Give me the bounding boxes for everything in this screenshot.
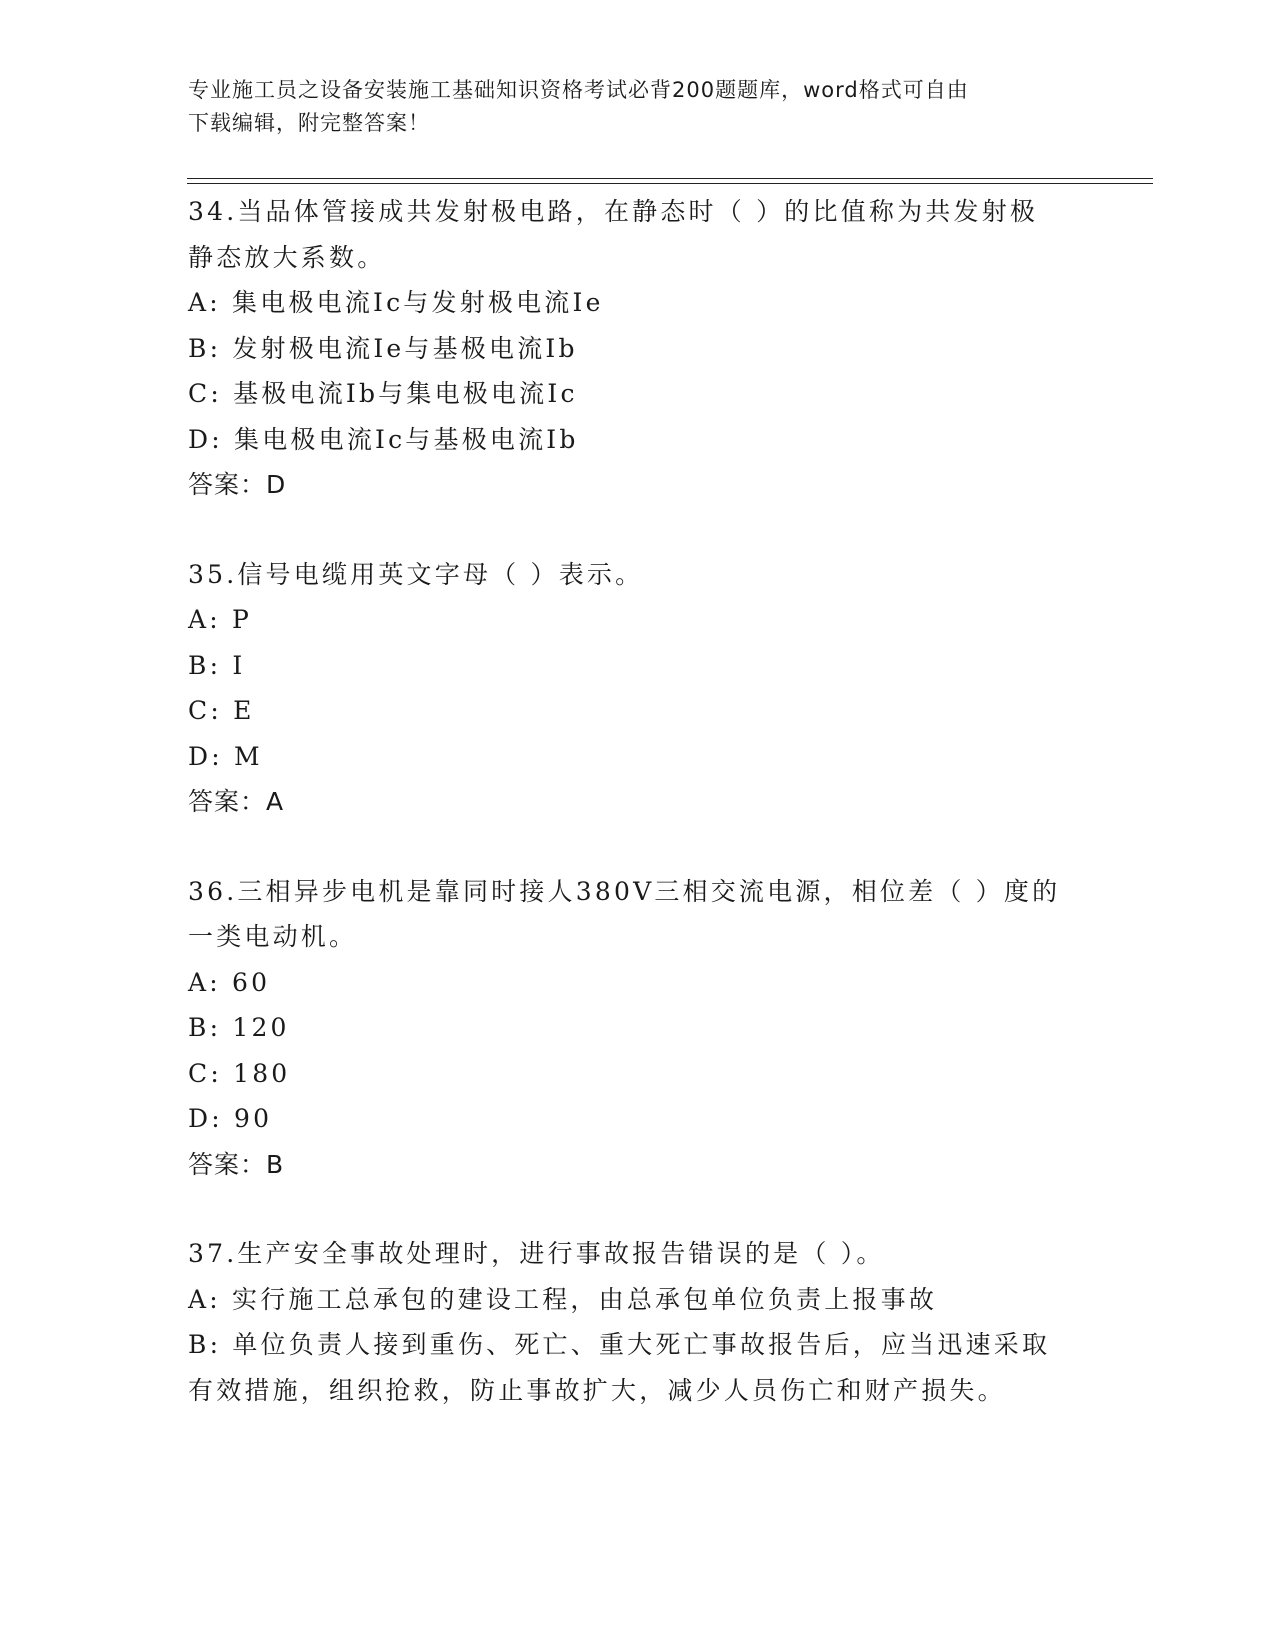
- question-stem: 37.生产安全事故处理时，进行事故报告错误的是（ ）。: [188, 1239, 885, 1268]
- option-b: B: I: [188, 650, 246, 680]
- question-stem-continued: 静态放大系数。: [188, 242, 386, 272]
- answer-line: 答案：A: [188, 787, 285, 816]
- option-d: D: 90: [188, 1104, 273, 1133]
- option-d: D: 集电极电流Ic与基极电流Ib: [188, 424, 579, 454]
- option-c: C: 180: [188, 1058, 291, 1088]
- header-divider-bottom: [187, 183, 1153, 184]
- answer-line: 答案：B: [188, 1149, 285, 1179]
- option-b: B: 单位负责人接到重伤、死亡、重大死亡事故报告后，应当迅速采取: [188, 1330, 1051, 1359]
- question-34: [188, 189, 1088, 508]
- question-37: [188, 1231, 1088, 1413]
- option-b-continued: 有效措施，组织抢救，防止事故扩大，减少人员伤亡和财产损失。: [188, 1375, 1006, 1405]
- option-a: A: 实行施工总承包的建设工程，由总承包单位负责上报事故: [188, 1284, 938, 1314]
- header-line-2: 下载编辑，附完整答案！: [188, 111, 430, 135]
- option-b: B: 发射极电流Ie与基极电流Ib: [188, 333, 578, 363]
- option-a: A: 60: [188, 967, 271, 997]
- option-a: A: P: [188, 605, 253, 634]
- question-stem: 36.三相异步电机是靠同时接人380V三相交流电源，相位差（ ）度的: [188, 876, 1061, 906]
- option-b: B: 120: [188, 1013, 290, 1042]
- option-a: A: 集电极电流Ic与发射极电流Ie: [188, 288, 604, 317]
- question-stem-continued: 一类电动机。: [188, 922, 358, 951]
- option-d: D: M: [188, 741, 263, 771]
- question-35: [188, 552, 1088, 825]
- option-c: C: 基极电流Ib与集电极电流Ic: [188, 379, 578, 408]
- document-header: [188, 74, 1068, 140]
- question-stem: 35.信号电缆用英文字母（ ）表示。: [188, 559, 644, 589]
- question-36: [188, 869, 1088, 1188]
- header-divider-top: [187, 178, 1153, 179]
- question-stem: 34.当品体管接成共发射极电路，在静态时（ ）的比值称为共发射极: [188, 197, 1039, 226]
- answer-line: 答案：D: [188, 470, 287, 499]
- question-list: [188, 189, 1088, 1413]
- header-line-1: 专业施工员之设备安装施工基础知识资格考试必背200题题库，word格式可自由: [188, 78, 969, 102]
- option-c: C: E: [188, 696, 255, 725]
